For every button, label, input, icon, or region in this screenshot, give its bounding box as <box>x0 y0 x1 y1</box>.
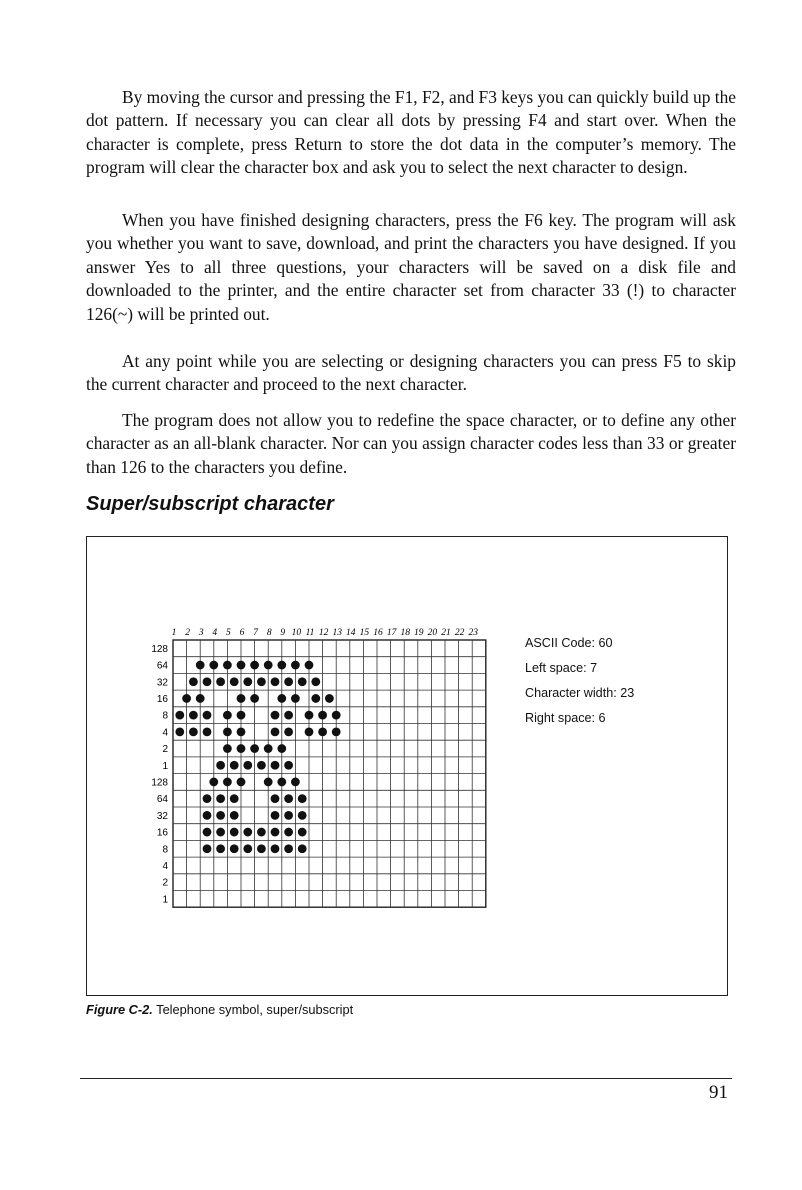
character-width-label: Character width: 23 <box>525 686 635 700</box>
column-number: 9 <box>280 628 286 638</box>
matrix-dot <box>223 727 232 736</box>
row-label: 32 <box>156 810 168 822</box>
matrix-dot <box>271 677 280 686</box>
matrix-dot <box>264 661 273 670</box>
paragraph-restrictions: The program does not allow you to redefine the space character, or to define any other character as an all-blank character. Nor can you assign character codes less than 33 or greater than 126 to the characters you define. <box>86 410 736 477</box>
matrix-dot <box>230 761 239 770</box>
row-label: 2 <box>162 744 168 756</box>
column-number: 21 <box>441 628 451 638</box>
column-number: 5 <box>226 628 231 638</box>
column-number: 20 <box>427 628 438 638</box>
row-label: 128 <box>151 643 168 655</box>
matrix-dot <box>291 778 300 787</box>
matrix-dot <box>223 744 232 753</box>
matrix-dot <box>298 844 307 853</box>
matrix-dot <box>271 828 280 837</box>
matrix-dot <box>277 778 286 787</box>
column-number: 10 <box>291 628 302 638</box>
matrix-dot <box>318 711 327 720</box>
character-info <box>525 631 634 731</box>
matrix-dot <box>175 711 184 720</box>
matrix-dot <box>196 661 205 670</box>
row-label: 8 <box>162 710 168 722</box>
matrix-dot <box>284 727 293 736</box>
matrix-dot <box>237 727 246 736</box>
column-number: 13 <box>332 628 342 638</box>
matrix-dot <box>311 677 320 686</box>
matrix-dot <box>284 677 293 686</box>
row-label: 64 <box>156 660 168 672</box>
matrix-dot <box>209 778 218 787</box>
column-number: 23 <box>468 628 478 638</box>
matrix-dot <box>257 828 266 837</box>
section-heading: Super/subscript character <box>86 493 334 515</box>
matrix-dot <box>257 677 266 686</box>
matrix-dot <box>216 811 225 820</box>
row-label: 64 <box>156 794 168 806</box>
matrix-dot <box>332 711 341 720</box>
figure-caption <box>86 1002 353 1017</box>
matrix-dot <box>284 711 293 720</box>
matrix-dot <box>216 761 225 770</box>
matrix-dot <box>237 711 246 720</box>
paragraph-skip-character: At any point while you are selecting or designing characters you can press F5 to skip the current character and proceed to the next character. <box>86 351 736 395</box>
matrix-dot <box>250 661 259 670</box>
matrix-dot <box>203 844 212 853</box>
column-number: 6 <box>239 628 245 638</box>
column-number: 4 <box>212 628 218 638</box>
figure-box <box>86 536 728 996</box>
matrix-dot <box>230 811 239 820</box>
matrix-dot <box>277 694 286 703</box>
column-number: 3 <box>198 628 204 638</box>
matrix-dot <box>298 794 307 803</box>
column-number: 12 <box>318 628 329 638</box>
matrix-dot <box>291 661 300 670</box>
right-space-label: Right space: 6 <box>525 711 606 725</box>
column-number: 11 <box>305 628 315 638</box>
row-label: 16 <box>156 827 168 839</box>
matrix-dot <box>277 744 286 753</box>
matrix-dot <box>271 844 280 853</box>
matrix-dot <box>318 727 327 736</box>
matrix-dot <box>189 727 198 736</box>
matrix-dot <box>291 694 300 703</box>
matrix-dot <box>223 661 232 670</box>
matrix-dot <box>237 661 246 670</box>
matrix-dot <box>243 761 252 770</box>
matrix-dot <box>216 844 225 853</box>
ascii-code-label: ASCII Code: 60 <box>525 636 613 650</box>
footer-rule <box>80 1078 732 1079</box>
column-number: 7 <box>253 628 258 638</box>
matrix-dot <box>216 677 225 686</box>
row-label: 1 <box>162 894 168 906</box>
row-label: 1 <box>162 760 168 772</box>
matrix-dot <box>223 711 232 720</box>
matrix-dot <box>203 727 212 736</box>
matrix-dot <box>216 828 225 837</box>
row-label: 4 <box>162 860 168 872</box>
matrix-dot <box>230 828 239 837</box>
matrix-dot <box>243 828 252 837</box>
left-space-label: Left space: 7 <box>525 661 598 675</box>
matrix-dot <box>182 694 191 703</box>
dot-matrix-grid <box>87 537 729 997</box>
figure-caption-text: Telephone symbol, super/subscript <box>152 1002 354 1017</box>
matrix-dot <box>277 661 286 670</box>
matrix-dot <box>230 794 239 803</box>
matrix-dot <box>209 661 218 670</box>
matrix-dot <box>271 727 280 736</box>
matrix-dot <box>305 711 314 720</box>
matrix-dot <box>203 811 212 820</box>
matrix-dot <box>243 844 252 853</box>
row-label: 128 <box>151 777 168 789</box>
matrix-dot <box>250 744 259 753</box>
matrix-dot <box>298 811 307 820</box>
matrix-dot <box>230 677 239 686</box>
matrix-dot <box>175 727 184 736</box>
matrix-dot <box>237 778 246 787</box>
matrix-dot <box>237 694 246 703</box>
paragraph-design-keys: By moving the cursor and pressing the F1, F2, and F3 keys you can quickly build up the dot pattern. If necessary you can clear all dots by pressing F4 and start over. When the character is complete, press Return to store the dot data in the computer’s memory. The program will clear the character box and ask you to select the next character to design. <box>86 87 736 178</box>
matrix-dot <box>196 694 205 703</box>
matrix-dot <box>203 677 212 686</box>
column-number: 19 <box>414 628 424 638</box>
matrix-dot <box>271 811 280 820</box>
column-number: 16 <box>373 628 383 638</box>
column-number: 8 <box>266 628 272 638</box>
row-label: 32 <box>156 677 168 689</box>
row-label: 4 <box>162 727 168 739</box>
matrix-dot <box>271 761 280 770</box>
matrix-dot <box>284 811 293 820</box>
matrix-dot <box>243 677 252 686</box>
row-label: 16 <box>156 693 168 705</box>
matrix-dot <box>264 778 273 787</box>
matrix-dot <box>237 744 246 753</box>
matrix-dot <box>284 844 293 853</box>
matrix-dot <box>298 828 307 837</box>
matrix-dot <box>298 677 307 686</box>
column-number: 22 <box>454 628 465 638</box>
column-number: 14 <box>346 628 356 638</box>
matrix-dot <box>257 761 266 770</box>
matrix-dot <box>203 794 212 803</box>
matrix-dot <box>250 694 259 703</box>
matrix-dot <box>216 794 225 803</box>
matrix-dot <box>311 694 320 703</box>
page-number: 91 <box>709 1082 728 1103</box>
matrix-dot <box>332 727 341 736</box>
column-number: 18 <box>400 628 410 638</box>
figure-caption-label: Figure C-2. <box>86 1002 153 1017</box>
matrix-dot <box>284 794 293 803</box>
row-label: 2 <box>162 877 168 889</box>
column-number: 2 <box>185 628 190 638</box>
matrix-dot <box>305 727 314 736</box>
matrix-dot <box>203 828 212 837</box>
row-label: 8 <box>162 844 168 856</box>
matrix-dot <box>230 844 239 853</box>
column-number: 17 <box>386 628 397 638</box>
column-number: 15 <box>359 628 370 638</box>
matrix-dot <box>271 711 280 720</box>
matrix-dot <box>257 844 266 853</box>
matrix-dot <box>305 661 314 670</box>
matrix-dot <box>223 778 232 787</box>
matrix-dot <box>284 828 293 837</box>
matrix-dot <box>271 794 280 803</box>
column-number: 1 <box>171 628 177 638</box>
matrix-dot <box>264 744 273 753</box>
matrix-dot <box>189 677 198 686</box>
matrix-dot <box>203 711 212 720</box>
paragraph-finish-design: When you have finished designing characters, press the F6 key. The program will ask you whether you want to save, download, and print the characters you have designed. If you answer Yes to all three questions, your characters will be saved on a disk file and downloaded to the printer, and the entire character set from character 33 (!) to character 126(~) will be printed out. <box>86 210 736 324</box>
matrix-dot <box>325 694 334 703</box>
matrix-dot <box>189 711 198 720</box>
matrix-dot <box>284 761 293 770</box>
